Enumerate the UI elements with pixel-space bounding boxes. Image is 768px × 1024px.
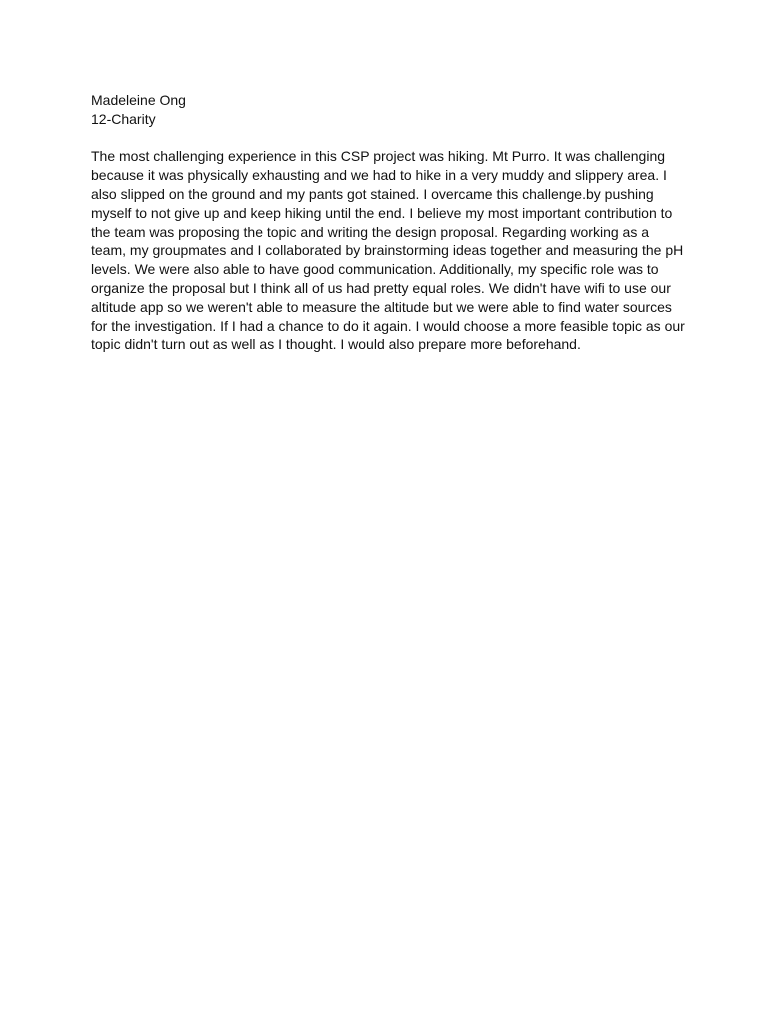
paragraph-line: levels. We were also able to have good communication. Additionally, my specific role was to (91, 261, 659, 278)
paragraph-line: also slipped on the ground and my pants got stained. I overcame this challenge.by pushing (91, 185, 654, 202)
paragraph-line: The most challenging experience in this CSP project was hiking. Mt Purro. It was challenging (91, 148, 666, 165)
reflection-paragraph (91, 147, 683, 354)
document-content (91, 91, 683, 354)
author-name: Madeleine Ong (91, 92, 186, 108)
paragraph-line: the team was proposing the topic and writing the design proposal. Regarding working as a (91, 223, 649, 240)
paragraph-line: because it was physically exhausting and we had to hike in a very muddy and slippery area. I (91, 167, 667, 184)
paragraph-line: for the investigation. If I had a chance to do it again. I would choose a more feasible topic as our (91, 317, 685, 334)
class-name: 12-Charity (91, 110, 156, 127)
paragraph-line: team, my groupmates and I collaborated by brainstorming ideas together and measuring the pH (91, 242, 684, 259)
paragraph-line: organize the proposal but I think all of us had pretty equal roles. We didn't have wifi to use our (91, 279, 671, 296)
paragraph-line: topic didn't turn out as well as I thought. I would also prepare more beforehand. (91, 336, 581, 353)
paragraph-line: altitude app so we weren't able to measure the altitude but we were able to find water sources (91, 298, 672, 315)
paragraph-line: myself to not give up and keep hiking until the end. I believe my most important contribution to (91, 204, 673, 221)
